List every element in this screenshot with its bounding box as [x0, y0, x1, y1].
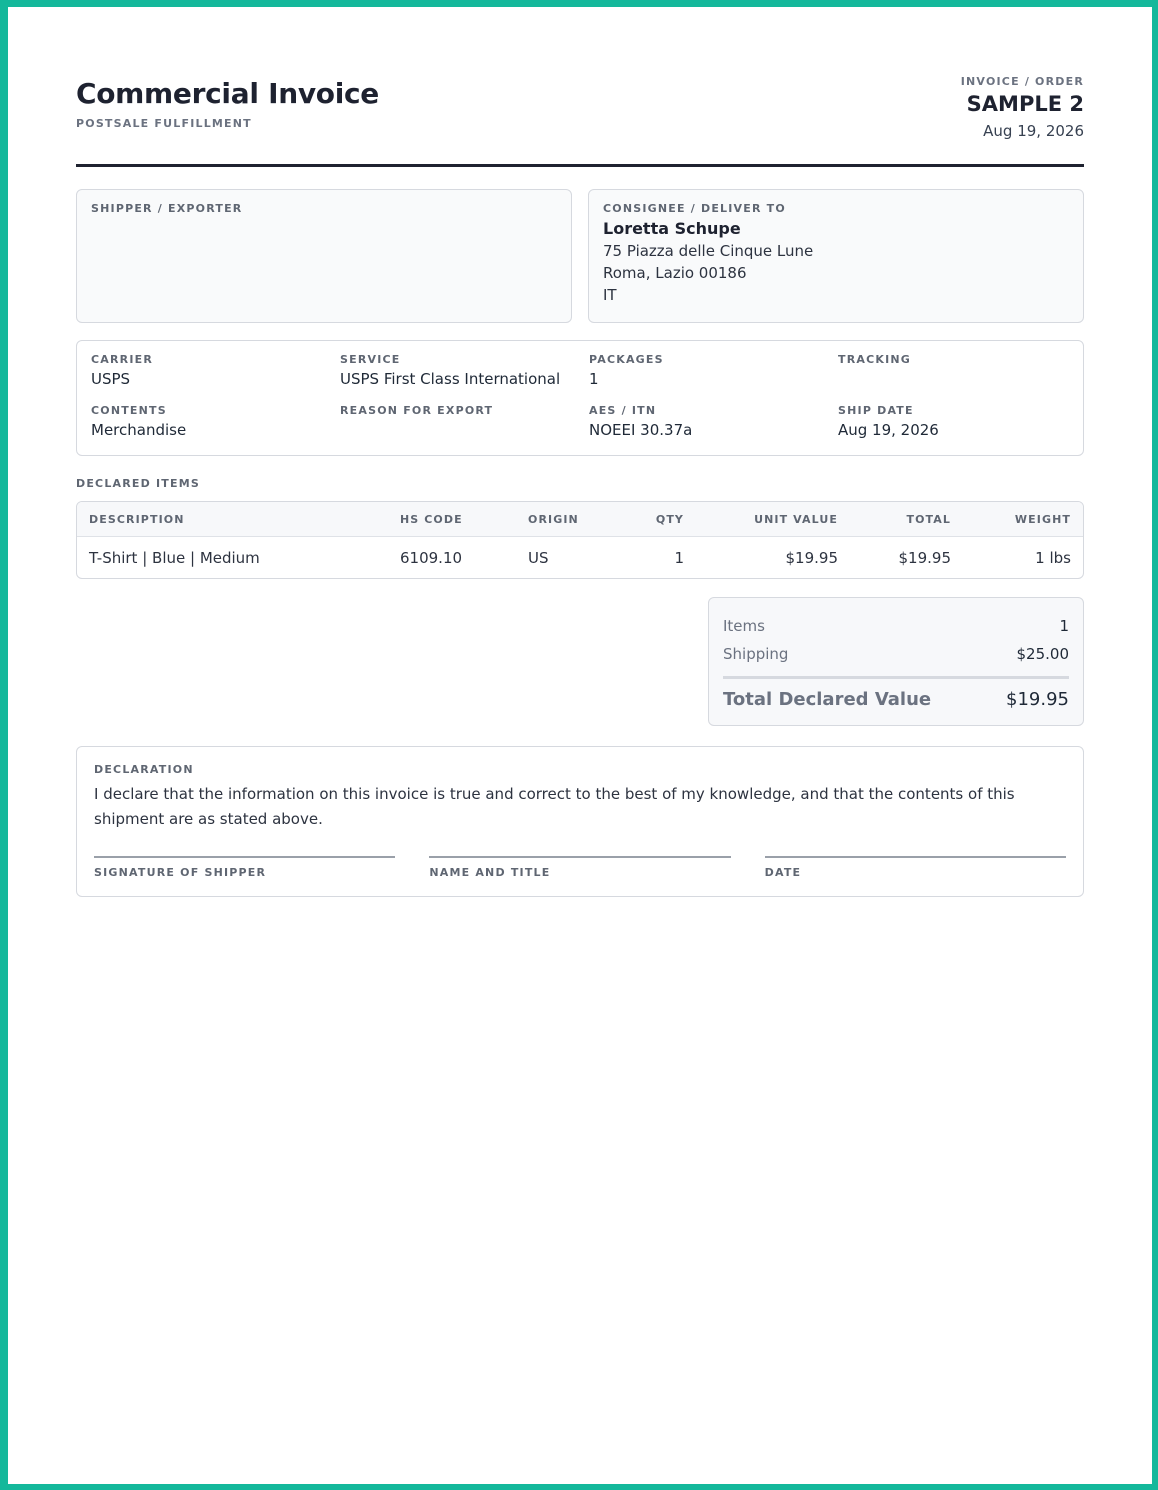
col-weight: WEIGHT: [963, 502, 1083, 537]
packages-value: 1: [589, 370, 599, 388]
ship-date-field: [838, 404, 1069, 439]
col-qty: QTY: [600, 502, 696, 537]
tracking-value: [838, 370, 1069, 388]
consignee-box: [588, 189, 1084, 323]
cell-hs-code: 6109.10: [400, 549, 463, 567]
invoice-label: INVOICE / ORDER: [960, 75, 1084, 88]
declaration-text: I declare that the information on this invoice is true and correct to the best of my knowledge, and that the contents of this shipment are as stated above.: [94, 785, 1015, 828]
col-origin: ORIGIN: [516, 502, 600, 537]
contents-field: [91, 404, 340, 439]
contents-label: CONTENTS: [91, 404, 167, 417]
page-title: Commercial Invoice: [76, 77, 379, 110]
totals-box: [708, 597, 1084, 726]
items-table: [76, 501, 1084, 579]
shipping-value: $25.00: [1016, 645, 1069, 663]
service-label: SERVICE: [340, 353, 401, 366]
cell-origin: US: [528, 549, 549, 567]
col-total: TOTAL: [850, 502, 963, 537]
consignee-country: IT: [603, 286, 617, 304]
total-declared-label: Total Declared Value: [723, 688, 932, 710]
service-value: USPS First Class International: [340, 370, 561, 388]
items-title: DECLARED ITEMS: [76, 477, 200, 490]
consignee-name: Loretta Schupe: [603, 219, 741, 238]
items-count-value: 1: [1059, 617, 1069, 635]
reason-field: [340, 404, 589, 439]
col-hs-code: HS CODE: [388, 502, 516, 537]
declaration-label: DECLARATION: [94, 763, 194, 776]
invoice-page: [8, 7, 1152, 1484]
aes-value: NOEEI 30.37a: [589, 421, 693, 439]
tracking-field: [838, 353, 1069, 388]
invoice-header: [76, 7, 1084, 167]
reason-label: REASON FOR EXPORT: [340, 404, 494, 417]
signature-date: DATE: [765, 856, 1066, 879]
shipper-box: [76, 189, 572, 323]
totals-total-row: [723, 685, 1069, 713]
page-subtitle: POSTSALE FULFILLMENT: [76, 117, 252, 130]
cell-qty: 1: [674, 549, 684, 567]
totals-divider: [723, 676, 1069, 679]
cell-weight: 1 lbs: [1035, 549, 1071, 567]
consignee-address-line1: 75 Piazza delle Cinque Lune: [603, 242, 814, 260]
invoice-number: SAMPLE 2: [966, 92, 1084, 116]
totals-shipping-row: [723, 640, 1069, 668]
signature-row: [94, 856, 1066, 879]
table-row: [77, 537, 1083, 580]
ship-date-value: Aug 19, 2026: [838, 421, 939, 439]
invoice-meta: [961, 75, 1084, 140]
signature-shipper: SIGNATURE OF SHIPPER: [94, 856, 395, 879]
aes-label: AES / ITN: [589, 404, 657, 417]
aes-field: [589, 404, 838, 439]
total-declared-value: $19.95: [1006, 688, 1069, 710]
cell-description: T-Shirt | Blue | Medium: [89, 549, 260, 567]
table-header-row: [77, 502, 1083, 537]
consignee-label: CONSIGNEE / DELIVER TO: [603, 202, 786, 215]
cell-unit-value: $19.95: [785, 549, 838, 567]
invoice-content: [76, 7, 1084, 879]
contents-value: Merchandise: [91, 421, 187, 439]
declaration-box: [76, 746, 1084, 897]
carrier-field: [91, 353, 340, 388]
ship-date-label: SHIP DATE: [838, 404, 914, 417]
cell-total: $19.95: [898, 549, 951, 567]
col-unit-value: UNIT VALUE: [696, 502, 850, 537]
reason-value: [340, 421, 589, 439]
totals-items-row: [723, 612, 1069, 640]
shipper-label: SHIPPER / EXPORTER: [91, 202, 243, 215]
consignee-address-line2: Roma, Lazio 00186: [603, 264, 747, 282]
invoice-date: Aug 19, 2026: [983, 122, 1084, 140]
carrier-value: USPS: [91, 370, 131, 388]
tracking-label: TRACKING: [838, 353, 912, 366]
packages-label: PACKAGES: [589, 353, 664, 366]
items-count-label: Items: [723, 617, 765, 635]
col-description: DESCRIPTION: [77, 502, 388, 537]
service-field: [340, 353, 589, 388]
shipment-details: [76, 340, 1084, 456]
packages-field: [589, 353, 838, 388]
shipping-label: Shipping: [723, 645, 789, 663]
carrier-label: CARRIER: [91, 353, 154, 366]
signature-name-title: NAME AND TITLE: [429, 856, 730, 879]
